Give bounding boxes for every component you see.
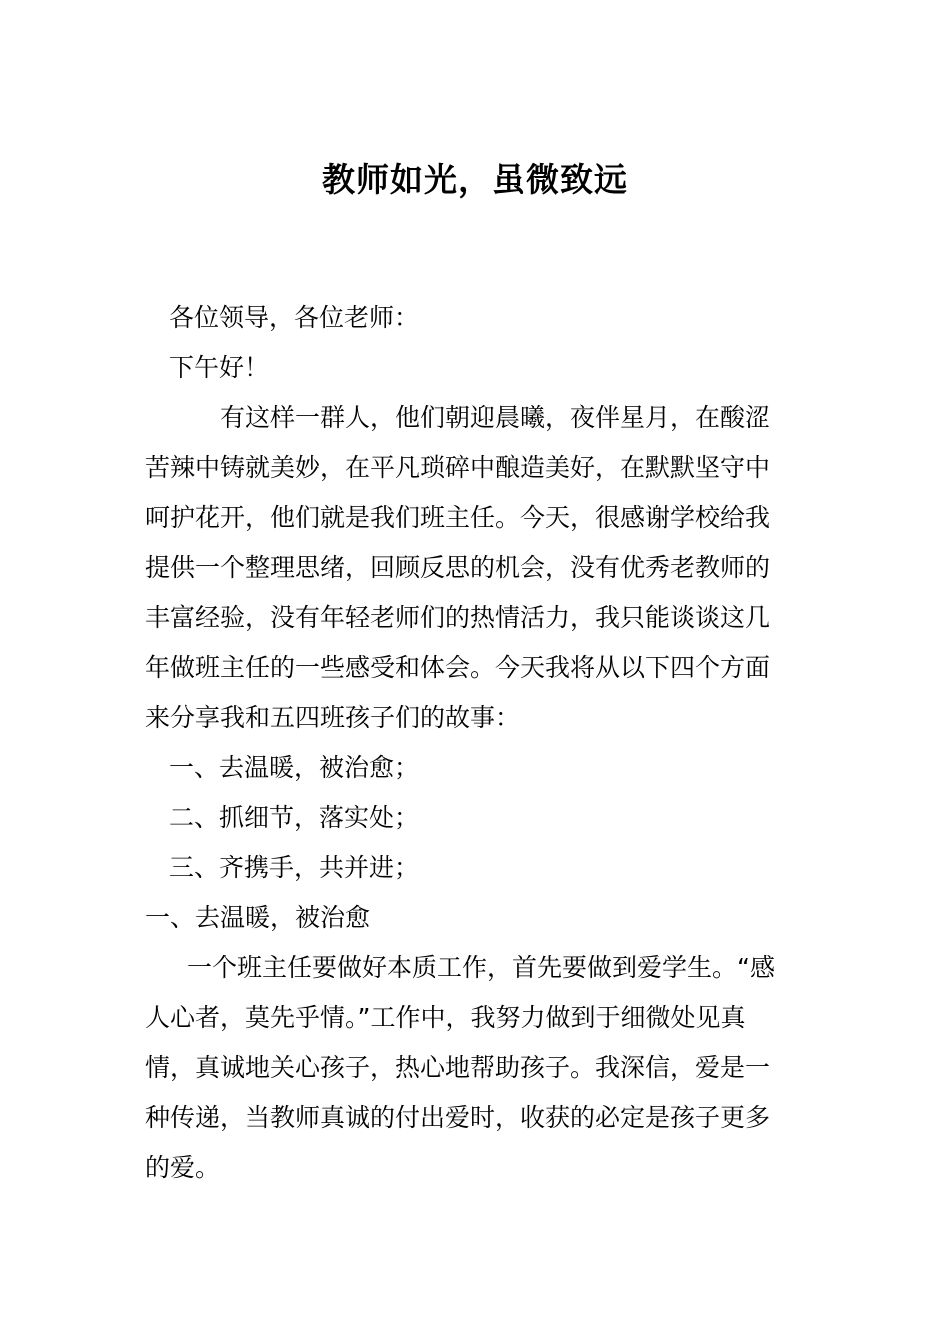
paragraph-line: 提供一个整理思绪，回顾反思的机会，没有优秀老教师的 xyxy=(145,553,771,582)
paragraph-line: 一个班主任要做好本质工作，首先要做到爱学生。“感 xyxy=(187,953,775,982)
paragraph-line: 来分享我和五四班孩子们的故事： xyxy=(145,703,521,732)
greeting-line: 各位领导，各位老师： xyxy=(169,303,420,332)
paragraph-line: 种传递，当教师真诚的付出爱时，收获的必定是孩子更多 xyxy=(145,1103,771,1132)
salutation-line: 下午好！ xyxy=(169,353,270,382)
paragraph-line: 的爱。 xyxy=(145,1153,221,1182)
outline-list xyxy=(145,743,810,893)
paragraph-line: 人心者，莫先乎情。”工作中，我努力做到于细微处见真 xyxy=(145,1003,746,1032)
outline-item: 一、去温暖，被治愈； xyxy=(169,753,420,782)
paragraph-line: 有这样一群人，他们朝迎晨曦，夜伴星月，在酸涩 xyxy=(220,403,771,432)
paragraph-line: 苦辣中铸就美妙，在平凡琐碎中酿造美好，在默默坚守中 xyxy=(145,453,771,482)
paragraph-line: 呵护花开，他们就是我们班主任。今天，很感谢学校给我 xyxy=(145,503,771,532)
intro-paragraph xyxy=(145,393,810,743)
document-body xyxy=(145,293,810,1193)
outline-item: 三、齐携手，共并进； xyxy=(169,853,420,882)
section-heading: 一、去温暖，被治愈 xyxy=(145,903,371,932)
paragraph-line: 年做班主任的一些感受和体会。今天我将从以下四个方面 xyxy=(145,653,771,682)
section-paragraph xyxy=(145,943,810,1193)
outline-item: 二、抓细节，落实处； xyxy=(169,803,420,832)
paragraph-line: 情，真诚地关心孩子，热心地帮助孩子。我深信，爱是一 xyxy=(145,1053,771,1082)
paragraph-line: 丰富经验，没有年轻老师们的热情活力，我只能谈谈这几 xyxy=(145,603,771,632)
document-title: 教师如光，虽微致远 xyxy=(322,160,628,199)
